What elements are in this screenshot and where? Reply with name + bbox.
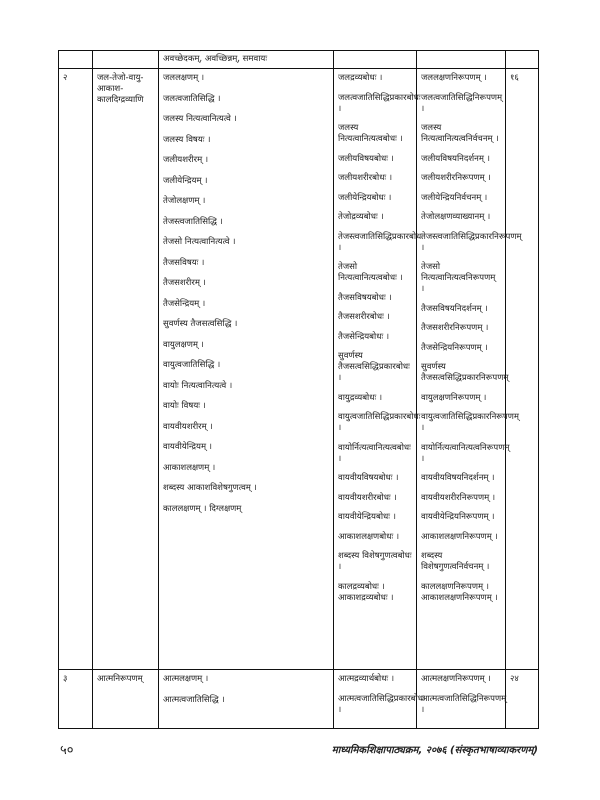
list-item: जलस्य नित्यत्वानित्यत्वनिर्वचनम् । (421, 123, 499, 144)
list-item: वायोः नित्यत्वानित्यत्वे । (163, 380, 233, 391)
list-item: जलीयशरीरम् । (163, 155, 209, 165)
list-item: आकाशलक्षणबोधः । (338, 531, 400, 542)
list-item: तेजस्त्वजातिसिद्धि । (163, 216, 223, 227)
list-item: तेजसो नित्यत्वानित्यत्वबोधः । (338, 262, 403, 283)
list-item: आत्मलक्षणनिरूपणम् । (421, 674, 491, 684)
list-item: सुवर्णस्य तैजसत्वसिद्धिप्रकारनिरूपणम् (421, 362, 509, 383)
list-item: वायुत्वजातिसिद्धिप्रकारनिरूपणम् । (421, 412, 519, 433)
list-item: तेजस्त्वजातिसिद्धिप्रकारनिरूपणम् । (421, 231, 522, 253)
list-item: वायोः विषयः । (163, 401, 206, 411)
list-item: जलस्य नित्यत्वानित्यत्वबोधः । (338, 123, 403, 144)
list-item: आत्मत्वजातिसिद्धिनिरूपणम् । (421, 693, 507, 715)
list-item: तेजस्त्वजातिसिद्धिप्रकारबोधः । (338, 231, 423, 253)
list-item: वायुद्रव्यबोधः । (338, 392, 383, 403)
list-item: वायवीयेन्द्रियबोधः । (338, 512, 396, 522)
list-item: तैजसेन्द्रियबोधः । (338, 331, 390, 342)
list-item: काललक्षणनिरूपणम् । आकाशलक्षणनिरूपणम् । (421, 581, 498, 603)
list-item: सुवर्णस्य तैजसत्वसिद्धिप्रकारबोधः । (338, 351, 410, 383)
list-item: वायवीयेन्द्रियनिरूपणम् । (421, 512, 495, 522)
list-item: जलस्य विषयः । (163, 134, 211, 145)
list-item: शब्दस्य विशेषगुणत्वबोधः । (338, 551, 412, 572)
list-item: वायवीयशरीरनिरूपणम् । (421, 492, 496, 503)
list-item: आत्मत्वजातिसिद्धिप्रकारबोधः । (338, 693, 425, 715)
table-row (59, 670, 539, 729)
cell-number (59, 51, 93, 69)
list-item: जललक्षणनिरूपणम् । (421, 73, 487, 83)
cell-topics: अवच्छेदकम्, अवच्छिन्नम्, समवायः (159, 51, 334, 69)
list-item: तैजसविषयः । (163, 257, 205, 268)
list-item: तेजसो नित्यत्वानित्यत्वनिरूपणम् । (421, 262, 496, 294)
footer-title: माध्यमिकशिक्षापाठ्यक्रम, २०७६ (संस्कृतभाषाव्याकरणम्) (331, 745, 538, 756)
cell-number: २ (59, 69, 93, 670)
list-item: जलस्य नित्यत्वानित्यत्वे । (163, 114, 237, 124)
cell-topics (159, 670, 334, 729)
cell-unit (93, 51, 159, 69)
list-item: तैजसेन्द्रियनिरूपणम् । (421, 342, 488, 353)
cell-activities (417, 51, 506, 69)
list-item: तेजोलक्षणव्याख्यानम् । (421, 212, 491, 222)
cell-outcomes (334, 51, 417, 69)
list-item: तैजसशरीरबोधः । (338, 312, 390, 322)
list-item: काललक्षणम् । दिग्लक्षणम् (163, 503, 242, 514)
list-item: तैजसविषयनिदर्शनम् । (421, 303, 488, 314)
table-row (59, 69, 539, 670)
list-item: जलीयविषयबोधः । (338, 153, 394, 164)
cell-hours: २४ (506, 670, 539, 729)
list-item: जलीयशरीरबोधः । (338, 173, 393, 183)
list-item: तैजसेन्द्रियम् । (163, 298, 206, 309)
list-item: जलत्वजातिसिद्धि । (163, 93, 221, 104)
cell-topics (159, 69, 334, 670)
cell-activities (417, 670, 506, 729)
list-item: सुवर्णस्य तैजसत्वसिद्धि । (163, 319, 238, 329)
list-item: तेजोलक्षणम् । (163, 196, 206, 206)
list-item: तेजोद्रव्यबोधः । (338, 212, 384, 222)
list-item: कालद्रव्यबोधः । आकाशद्रव्यबोधः । (338, 581, 394, 603)
list-item: आत्मलक्षणम् । (163, 674, 209, 684)
list-item: वायवीयशरीरम् । (163, 421, 213, 432)
list-item: जलत्वजातिसिद्धिप्रकारबोधः । (338, 92, 421, 114)
list-item: शब्दस्य विशेषगुणत्वनिर्वचनम् । (421, 551, 490, 572)
page-number: ५० (60, 743, 74, 758)
list-item: वायोर्नित्यत्वानित्यत्वबोधः । (338, 442, 411, 464)
list-item: वायवीयविषयनिदर्शनम् । (421, 473, 495, 483)
list-item: वायोर्नित्यत्वानित्यत्वनिरूपणम् । (421, 442, 510, 464)
cell-outcomes (334, 670, 425, 729)
list-item: आकाशलक्षणम् । (163, 462, 216, 473)
list-item: वायवीयशरीरबोधः । (338, 492, 397, 503)
list-item: जलत्वजातिसिद्धिनिरूपणम् । (421, 92, 503, 114)
list-item: जलीयेन्द्रियम् । (163, 175, 208, 186)
curriculum-table (58, 50, 539, 729)
list-item: वायुत्वजातिसिद्धि । (163, 360, 221, 370)
cell-unit: आत्मनिरूपणम् (93, 670, 159, 729)
list-item: शब्दस्य आकाशविशेषगुणत्वम् । (163, 483, 257, 493)
list-item: वायुत्वजातिसिद्धिप्रकारबोधः । (338, 412, 421, 433)
list-item: वायवीयेन्द्रियम् । (163, 442, 212, 452)
cell-outcomes (334, 69, 423, 670)
list-item: जलीयेन्द्रियनिर्वचनम् । (421, 192, 488, 203)
list-item: वायुलक्षणनिरूपणम् । (421, 392, 487, 403)
continuation-row (59, 51, 539, 69)
list-item: तेजसो नित्यत्वानित्यत्वे । (163, 237, 236, 247)
list-item: जलद्रव्यबोधः । (338, 73, 383, 83)
list-item: तैजसशरीरम् । (163, 278, 206, 288)
list-item: तैजसशरीरनिरूपणम् । (421, 323, 489, 333)
list-item: जलीयशरीरनिरूपणम् । (421, 173, 491, 183)
cell-number: ३ (59, 670, 93, 729)
cell-hours: १६ (506, 69, 539, 670)
list-item: जलीयविषयनिदर्शनम् । (421, 153, 490, 164)
cell-unit: जल-तेजो-वायु-आकाश-कालदिग्द्रव्याणि (93, 69, 159, 670)
list-item: वायवीयविषयबोधः । (338, 473, 399, 483)
list-item: जलीयेन्द्रियबोधः । (338, 192, 392, 203)
list-item: आत्मद्रव्यार्थबोधः । (338, 674, 395, 684)
list-item: आकाशलक्षणनिरूपणम् । (421, 531, 498, 542)
list-item: आत्मत्वजातिसिद्धि । (163, 694, 225, 705)
list-item: वायुलक्षणम् । (163, 339, 204, 350)
list-item: तैजसविषयबोधः । (338, 292, 392, 303)
cell-hours (506, 51, 539, 69)
list-item: जललक्षणम् । (163, 73, 205, 83)
